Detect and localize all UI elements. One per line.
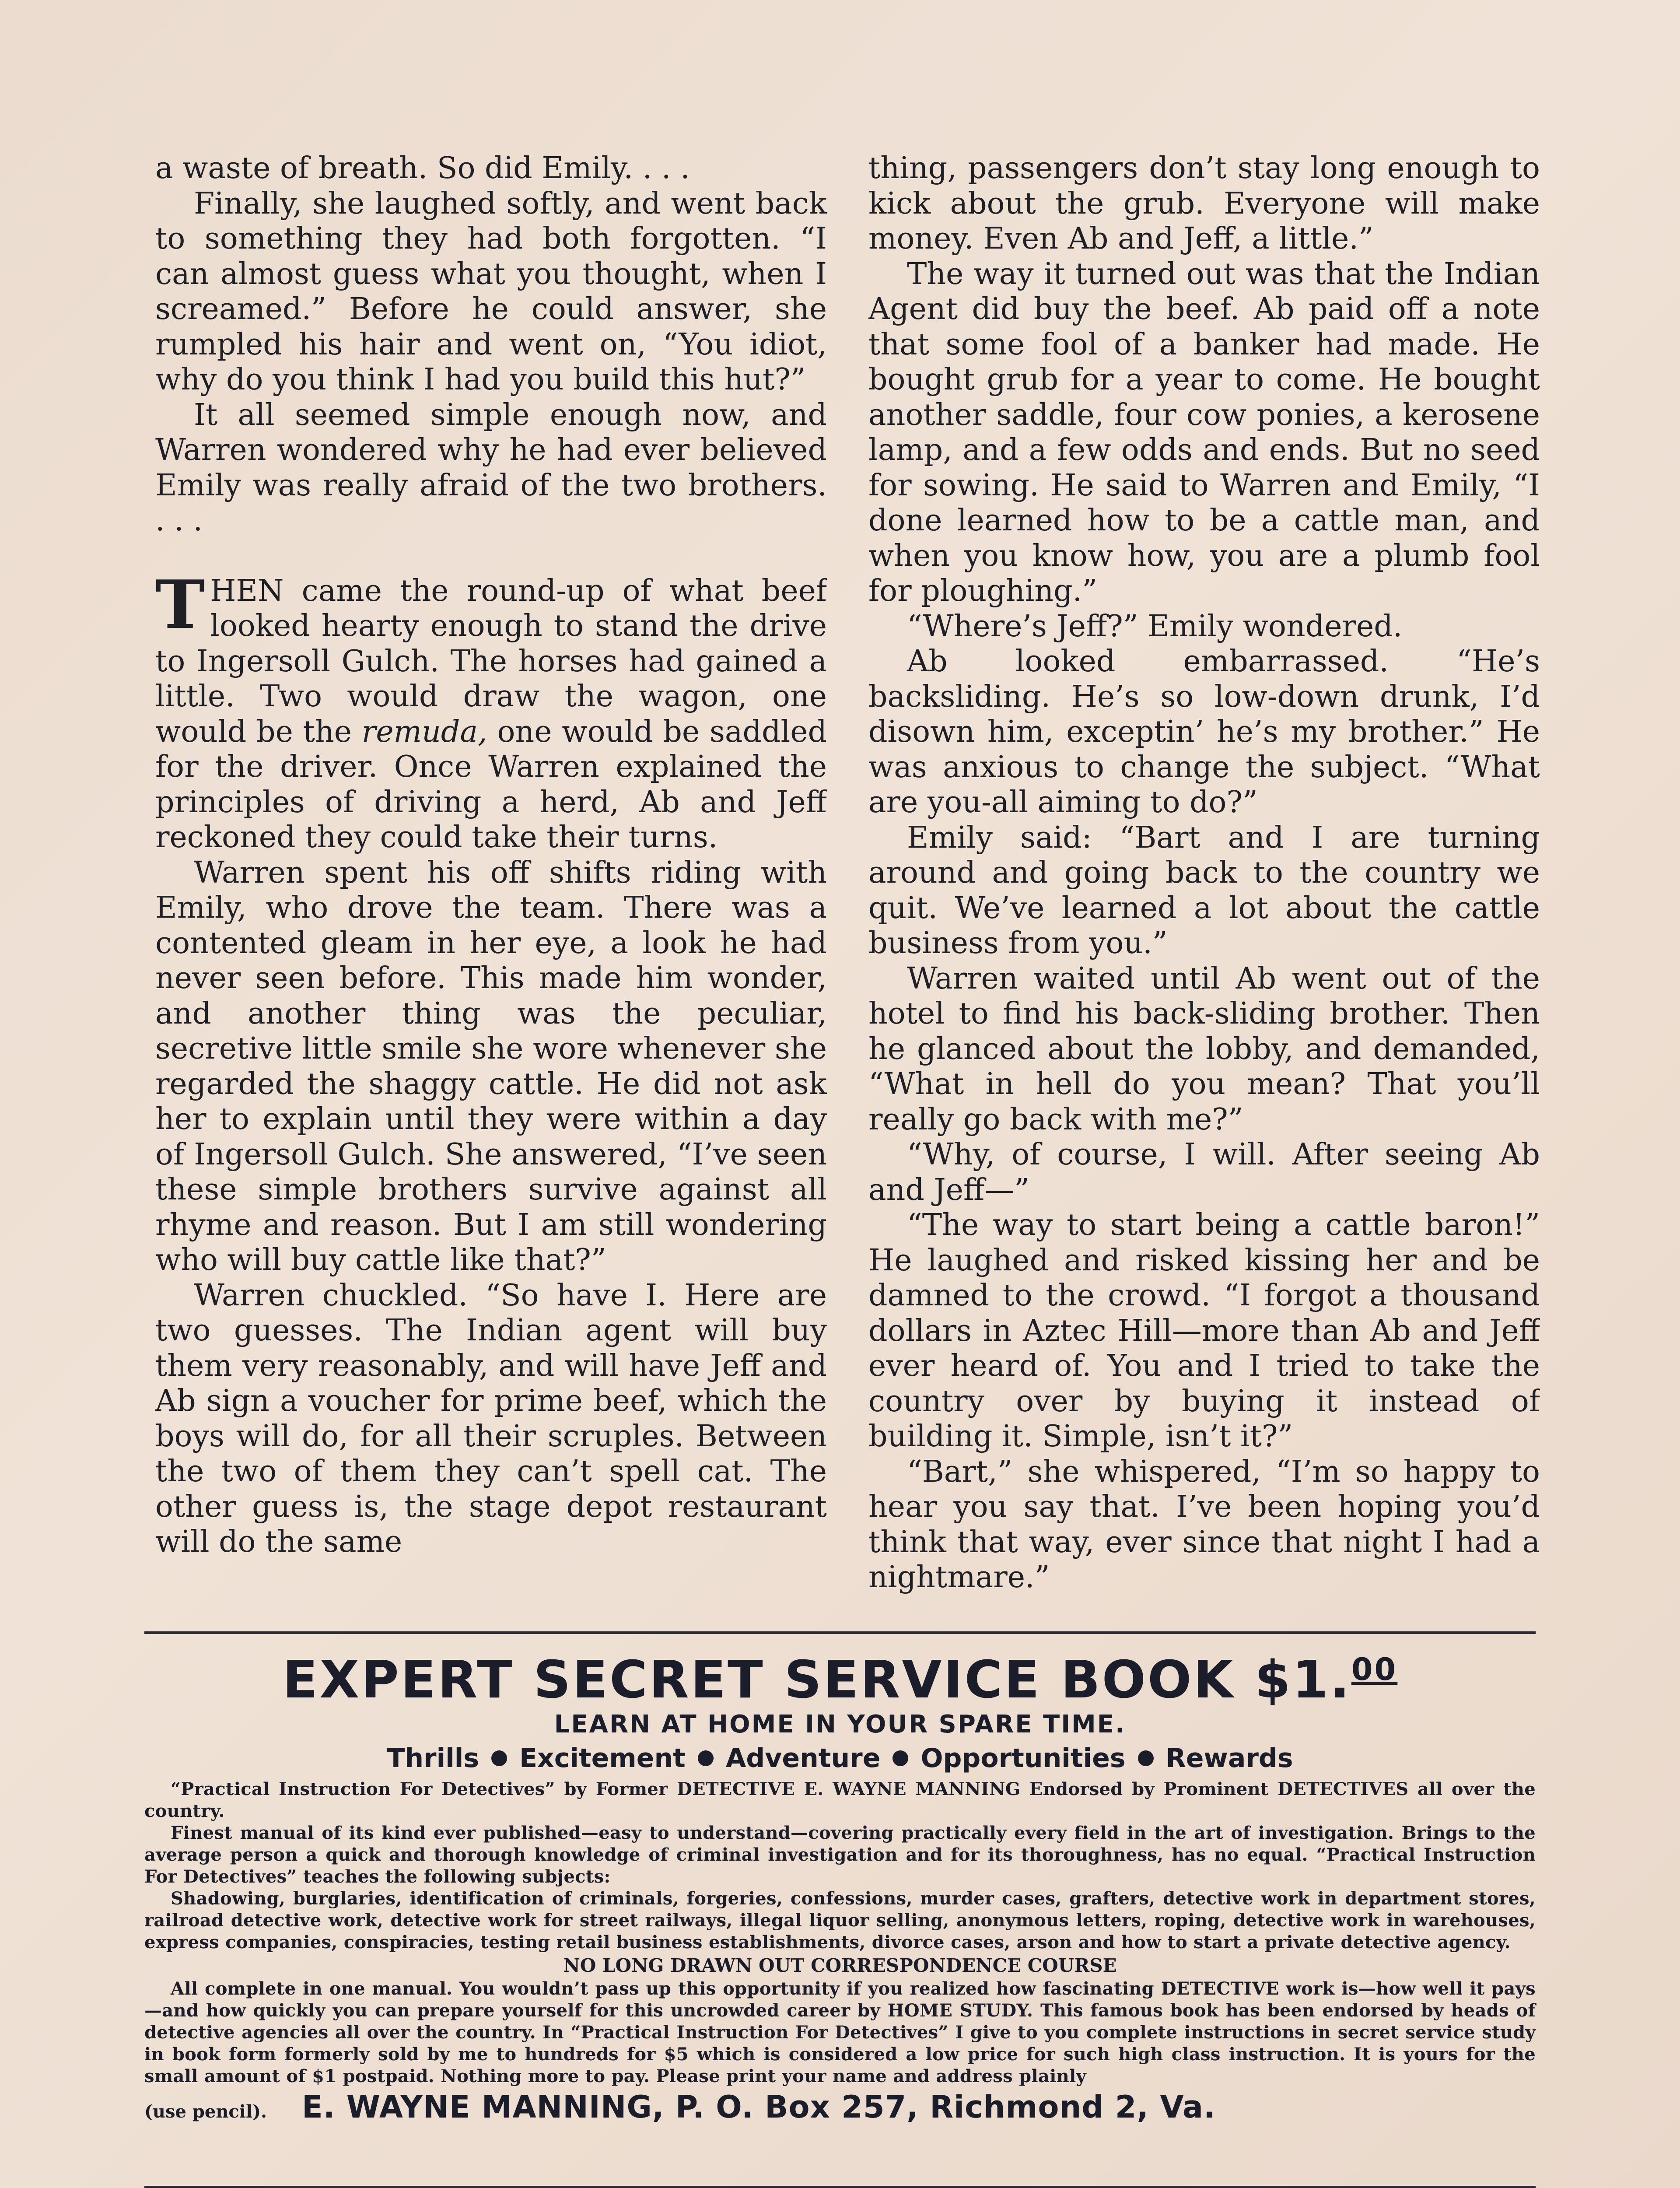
ad-paragraph: Shadowing, burglaries, identification of criminals, forgeries, confessions, murder cases, grafters, detective work in department stores, railroad detective work, detective work for street railways, illegal liquor selling, anonymous letters, roping, detective work in warehouses, express companies, conspiracies, testing retail business establishments, divorce cases, arson and how to start a private detective agency.	[144, 1888, 1536, 1953]
ad-headline-text: EXPERT SECRET SERVICE BOOK $1.	[282, 1649, 1351, 1710]
story-paragraph: Ab looked embarrassed. “He’s backsliding. He’s so low-down drunk, I’d disown him, exceptin’ he’s my brother.” He was anxious to change the subject. “What are you-all aiming to do?”	[868, 644, 1540, 820]
story-text-span: one would be saddled for the driver. Once Warren explained the principles of driving a herd, Ab and Jeff reckoned they could take their turns.	[155, 714, 827, 855]
story-paragraph: “Bart,” she whispered, “I’m so happy to hear you say that. I’ve been hoping you’d think that way, ever since that night I had a nightmare.”	[868, 1454, 1540, 1595]
story-right-column	[868, 151, 1540, 1626]
ad-paragraph: “Practical Instruction For Detectives” by Former DETECTIVE E. WAYNE MANNING Endorsed by Prominent DETECTIVES all over the country.	[144, 1779, 1536, 1821]
story-paragraph: “Where’s Jeff?” Emily wondered.	[907, 609, 1403, 644]
ad-paragraph: Finest manual of its kind ever published—easy to understand—covering practically every field in the art of investigation. Brings to the average person a quick and thorough knowledge of criminal investigation and for its thoroughness, has no equal. “Practical Instruction For Detectives” teaches the following subjects:	[144, 1823, 1536, 1887]
bullet-dot-icon	[491, 1750, 507, 1766]
story-paragraph: a waste of breath. So did Emily. . . .	[155, 151, 690, 186]
ad-paragraph: All complete in one manual. You wouldn’t pass up this opportunity if you realized how fascinating DETECTIVE work is—how well it pays—and how quickly you can prepare yourself for this uncrowded career by HOME STUDY. This famous book has been endorsed by heads of detective agencies all over the country. In “Practical Instruction For Detectives” I give to you complete instructions in secret service study in book form formerly sold by me to hundreds for $5 which is considered a low price for such high class instruction. It is yours for the small amount of $1 postpaid. Nothing more to pay. Please print your name and address plainly	[144, 1978, 1536, 2086]
ad-feature: Adventure	[725, 1743, 881, 1774]
bullet-dot-icon	[698, 1750, 714, 1766]
ad-top-divider	[144, 1631, 1536, 1634]
story-paragraph: Warren chuckled. “So have I. Here are two guesses. The Indian agent will buy them very reasonably, and will have Jeff and Ab sign a voucher for prime beef, which the boys will do, for all their scruples. Between the two of them they can’t spell cat. The other guess is, the stage depot restaurant will do the same	[155, 1278, 827, 1559]
ad-feature: Excitement	[519, 1743, 686, 1774]
ad-feature: Opportunities	[920, 1743, 1126, 1774]
ad-contact-line	[144, 2089, 1536, 2125]
section-opening-paragraph	[155, 565, 827, 856]
ad-address: E. WAYNE MANNING, P. O. Box 257, Richmond 2, Va.	[302, 2089, 1216, 2125]
italic-term: remuda,	[361, 714, 487, 749]
story-paragraph: Warren waited until Ab went out of the hotel to find his back-sliding brother. Then he glanced about the lobby, and demanded, “What in hell do you mean? That you’ll really go back with me?”	[868, 961, 1540, 1137]
ad-feature: Rewards	[1166, 1743, 1293, 1774]
ad-headline-cents: 00	[1351, 1652, 1398, 1687]
story-paragraph: “The way to start being a cattle baron!” He laughed and risked kissing her and be damned to the crowd. “I forgot a thousand dollars in Aztec Hill—more than Ab and Jeff ever heard of. You and I tried to take the country over by buying it instead of building it. Simple, isn’t it?”	[868, 1208, 1540, 1454]
story-left-column	[155, 151, 827, 1626]
story-paragraph: Finally, she laughed softly, and went back to something they had both forgotten. “I can almost guess what you thought, when I screamed.” Before he could answer, she rumpled his hair and went on, “You idiot, why do you think I had you build this hut?”	[155, 186, 827, 397]
story-text-span: THEN came the round-up of what beef looked hearty enough to stand the drive to Ingersoll Gulch. The horses had gained a little. Two would draw the wagon, one would be the	[155, 565, 827, 749]
ad-features-row	[144, 1741, 1536, 1776]
story-paragraph: The way it turned out was that the Indian Agent did buy the beef. Ab paid off a note that some fool of a banker had made. He bought grub for a year to come. He bought another saddle, four cow ponies, a kerosene lamp, and a few odds and ends. But no seed for sowing. He said to Warren and Emily, “I done learned how to be a cattle man, and when you know how, you are a plumb fool for ploughing.”	[868, 256, 1540, 608]
story-paragraph: Emily said: “Bart and I are turning around and going back to the country we quit. We’ve learned a lot about the cattle business from you.”	[868, 820, 1540, 961]
bullet-dot-icon	[892, 1750, 908, 1766]
ad-no-course-heading: NO LONG DRAWN OUT CORRESPONDENCE COURSE	[563, 1955, 1117, 1976]
ad-pencil-note: (use pencil).	[144, 2101, 267, 2122]
bullet-dot-icon	[1138, 1750, 1154, 1766]
ad-headline	[144, 1639, 1536, 1710]
story-paragraph: It all seemed simple enough now, and Warren wondered why he had ever believed Emily was really afraid of the two brothers. . . .	[155, 397, 827, 538]
story-text	[155, 151, 1540, 1626]
story-paragraph: “Why, of course, I will. After seeing Ab and Jeff—”	[868, 1137, 1540, 1207]
advertisement	[144, 1639, 1536, 2181]
ad-feature: Thrills	[387, 1743, 480, 1774]
footer-divider	[144, 2186, 1536, 2188]
story-paragraph: Warren spent his off shifts riding with Emily, who drove the team. There was a contented gleam in her eye, a look he had never seen before. This made him wonder, and another thing was the peculiar, secretive little smile she wore whenever she regarded the shaggy cattle. He did not ask her to explain until they were within a day of Ingersoll Gulch. She answered, “I’ve seen these simple brothers survive against all rhyme and reason. But I am still wondering who will buy cattle like that?”	[155, 855, 827, 1277]
ad-subheadline: LEARN AT HOME IN YOUR SPARE TIME.	[554, 1710, 1126, 1739]
story-paragraph: thing, passengers don’t stay long enough to kick about the grub. Everyone will make money. Even Ab and Jeff, a little.”	[868, 151, 1540, 256]
